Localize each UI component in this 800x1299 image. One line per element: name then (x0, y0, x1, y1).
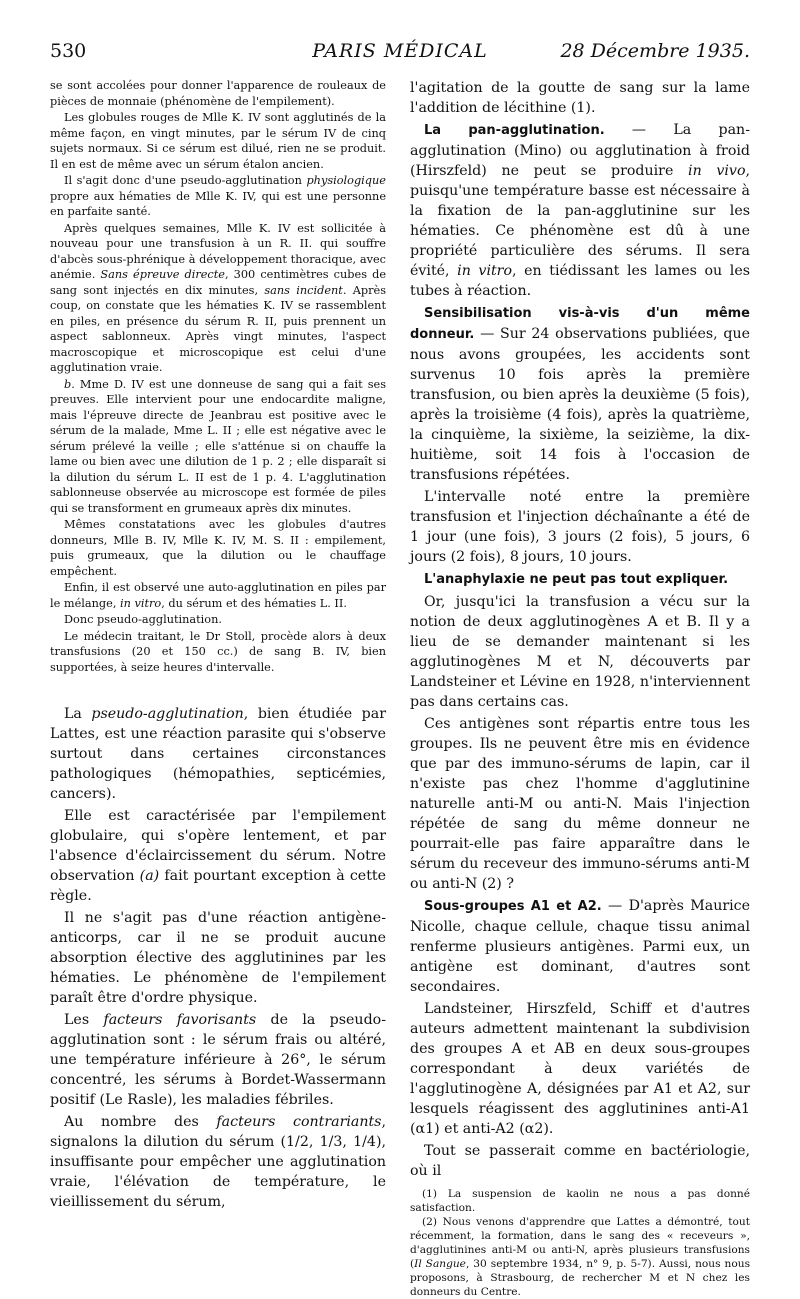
paragraph: La pan-agglutination. — La pan-agglutination (Mino) ou agglutination à froid (Hirszfeld) ne peut se produire in vivo, puisqu'une température basse est nécessaire à la fixation de la pan-agglutinine sur les hématies. Ce phénomène est dû à une propriété particulière des sérums. Il sera évité, in vitro, en tiédissant les lames ou les tubes à réaction. (410, 122, 751, 299)
left-column (50, 78, 386, 1214)
paragraph: Mêmes constatations avec les globules d'autres donneurs, Mlle B. IV, Mlle K. IV, M. S. II : empilement, puis grumeaux, que la dilution ou le chauffage empêchent. (50, 518, 386, 578)
page-number: 530 (50, 40, 87, 62)
paragraph: Tout se passerait comme en bactériologie, où il (410, 1143, 750, 1179)
paragraph: Sous-groupes A1 et A2. — D'après Maurice Nicolle, chaque cellule, chaque tissu animal renferme plusieurs antigènes. Parmi eux, un antigène est dominant, d'autres sont secondaires. (410, 898, 750, 995)
page-header (50, 40, 750, 70)
paragraph: Les facteurs favorisants de la pseudo-agglutination sont : le sérum frais ou altéré, une température inférieure à 26°, le sérum concentré, les sérums à Bordet-Wassermann positif (Le Rasle), les maladies fébriles. (50, 1012, 386, 1108)
issue-date: 28 Décembre 1935. (560, 40, 750, 62)
running-title: PARIS MÉDICAL (312, 40, 488, 62)
paragraph: Sensibilisation vis-à-vis d'un même donneur. — Sur 24 observations publiées, que nous avons groupées, les accidents sont survenus 10 fois après la première transfusion, ou bien après la deuxième (5 fois), après la troisième (4 fois), après la quatrième, la cinquième, la sixième, la seizième, la dix-huitième, soit 14 fois à l'occasion de transfusions répétées. (410, 306, 750, 483)
paragraph: Enfin, il est observé une auto-agglutination en piles par le mélange, in vitro, du sérum et des hématies L. II. (50, 581, 386, 610)
footnote: (1) La suspension de kaolin ne nous a pas donné satisfaction. (410, 1188, 750, 1214)
paragraph: l'agitation de la goutte de sang sur la lame l'addition de lécithine (1). (410, 80, 750, 116)
paragraph: Landsteiner, Hirszfeld, Schiff et d'autres auteurs admettent maintenant la subdivision des groupes A et AB en deux sous-groupes correspondant à deux variétés de l'agglutinogène A, désignées par A1 et A2, sur lesquels réagissent des agglutinines anti-A1 (α1) et anti-A2 (α2). (410, 1001, 750, 1137)
paragraph: La pseudo-agglutination, bien étudiée par Lattes, est une réaction parasite qui s'observe surtout dans certaines circonstances pathologiques (hémopathies, septicémies, cancers). (50, 706, 386, 802)
paragraph: b. Mme D. IV est une donneuse de sang qui a fait ses preuves. Elle intervient pour une endocardite maligne, mais l'épreuve directe de Jeanbrau est positive avec le sérum de la malade, Mme L. II ; elle est négative avec le sérum prélevé la veille ; elle s'atténue si on chauffe la lame ou bien avec une dilution de 1 p. 2 ; elle disparaît si la dilution du sérum L. II est de 1 p. 4. L'agglutination sablonneuse observée au microscope est formée de piles qui se transforment en grumeaux après dix minutes. (50, 377, 386, 515)
footnotes (410, 1187, 750, 1299)
right-column (410, 78, 750, 1299)
section-heading: L'anaphylaxie ne peut pas tout expliquer. (424, 572, 729, 587)
footnote: (2) Nous venons d'apprendre que Lattes a démontré, tout récemment, la formation, dans le sang des « receveurs », d'agglutinines anti-M ou anti-N, après plusieurs transfusions (Il Sangue, 30 septembre 1934, n° 9, p. 5-7). Aussi, nous nous proposons, à Strasbourg, de rechercher M et N chez les donneurs du Centre. (410, 1216, 751, 1298)
paragraph: Or, jusqu'ici la transfusion a vécu sur la notion de deux agglutinogènes A et B. Il y a lieu de se demander maintenant si les agglutinogènes M et N, découverts par Landsteiner et Lévine en 1928, n'interviennent pas dans certains cas. (410, 594, 750, 710)
paragraph: Au nombre des facteurs contrariants, signalons la dilution du sérum (1/2, 1/3, 1/4), insuffisante pour empêcher une agglutination vraie, l'élévation de température, le vieillissement du sérum, (50, 1114, 386, 1210)
section-gap (50, 676, 386, 704)
paragraph: L'intervalle noté entre la première transfusion et l'injection déchaînante a été de 1 jour (une fois), 3 jours (2 fois), 5 jours, 6 jours (2 fois), 8 jours, 10 jours. (410, 489, 750, 565)
paragraph: Après quelques semaines, Mlle K. IV est sollicitée à nouveau pour une transfusion à un R. II. qui souffre d'abcès sous-phrénique à développement thoracique, avec anémie. Sans épreuve directe, 300 centimètres cubes de sang sont injectés en dix minutes, sans incident. Après coup, on constate que les hématies K. IV se rassemblent en piles, en présence du sérum R. II, puis prennent un aspect sablonneux. Après vingt minutes, l'aspect macroscopique et microscopique est celui d'une agglutination vraie. (50, 221, 387, 374)
section-heading: La pan-agglutination. (424, 123, 605, 138)
paragraph: Ces antigènes sont répartis entre tous les groupes. Ils ne peuvent être mis en évidence que par des immuno-sérums de lapin, car il n'existe pas chez l'homme d'agglutinine naturelle anti-M ou anti-N. Mais l'injection répétée de sang du même donneur ne pourrait-elle pas faire apparaître dans le sérum du receveur des immuno-sérums anti-M ou anti-N (2) ? (410, 716, 750, 892)
section-heading: Sensibilisation vis-à-vis d'un même donneur. (410, 306, 750, 342)
paragraph: Le médecin traitant, le Dr Stoll, procède alors à deux transfusions (20 et 150 cc.) de sang B. IV, bien supportées, à seize heures d'intervalle. (50, 629, 386, 674)
paragraph: se sont accolées pour donner l'apparence de rouleaux de pièces de monnaie (phénomène de l'empilement). (50, 79, 386, 108)
paragraph: Donc pseudo-agglutination. (64, 613, 222, 626)
paragraph: Elle est caractérisée par l'empilement globulaire, qui s'opère lentement, et par l'absence d'éclaircissement du sérum. Notre observation (a) fait pourtant exception à cette règle. (50, 808, 386, 904)
paragraph: Il s'agit donc d'une pseudo-agglutination physiologique propre aux hématies de Mlle K. IV, qui est une personne en parfaite santé. (50, 174, 386, 218)
section-heading: Sous-groupes A1 et A2. (424, 899, 602, 914)
paragraph: Il ne s'agit pas d'une réaction antigène-anticorps, car il ne se produit aucune absorption élective des agglutinines par les hématies. Le phénomène de l'empilement paraît être d'ordre physique. (50, 910, 386, 1006)
paragraph: Les globules rouges de Mlle K. IV sont agglutinés de la même façon, en vingt minutes, par le sérum IV de cinq sujets normaux. Si ce sérum est dilué, rien ne se produit. Il en est de même avec un sérum étalon ancien. (50, 111, 386, 171)
